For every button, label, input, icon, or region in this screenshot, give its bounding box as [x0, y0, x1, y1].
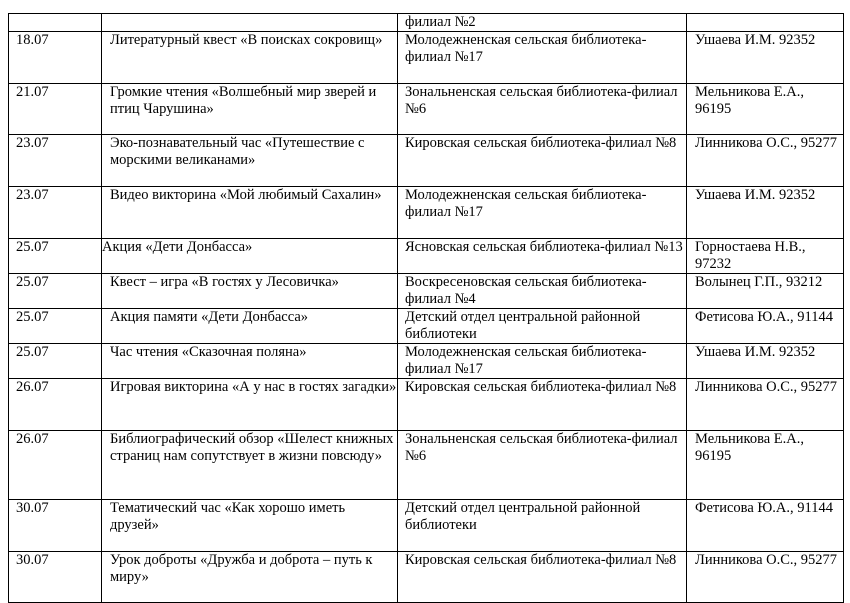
- date-text: 25.07: [16, 344, 49, 360]
- date-text: 25.07: [16, 309, 49, 325]
- responsible-cell: [687, 344, 844, 379]
- date-cell: [9, 500, 102, 552]
- venue-text: Зональненская сельская библиотека-филиал №6: [405, 431, 678, 464]
- venue-text: Воскресеновская сельская библиотека-филиал №4: [405, 274, 647, 307]
- responsible-cell: [687, 379, 844, 431]
- event-title-text: Тематический час «Как хорошо иметь друзей»: [110, 500, 346, 533]
- table-row: [9, 344, 844, 379]
- venue-cell: [398, 309, 687, 344]
- table-row: [9, 274, 844, 309]
- event-title-text: Квест – игра «В гостях у Лесовичка»: [110, 274, 339, 290]
- date-cell: [9, 135, 102, 187]
- date-cell: [9, 84, 102, 135]
- date-text: 21.07: [16, 84, 49, 100]
- table-row: [9, 379, 844, 431]
- events-table: [8, 13, 844, 603]
- event-title-cell: [102, 187, 398, 239]
- venue-text: Молодежненская сельская библиотека-филиал №17: [405, 344, 647, 377]
- venue-cell: [398, 344, 687, 379]
- table-row: [9, 552, 844, 603]
- event-title-cell: [102, 344, 398, 379]
- venue-cell: [398, 239, 687, 274]
- event-title-text: Урок доброты «Дружба и доброта – путь к миру»: [110, 552, 373, 585]
- event-title-cell: [102, 135, 398, 187]
- responsible-text: Ушаева И.М. 92352: [695, 344, 816, 360]
- table-row: [9, 187, 844, 239]
- venue-text: Молодежненская сельская библиотека-филиал №17: [405, 187, 647, 220]
- responsible-text: Фетисова Ю.А., 91144: [695, 309, 833, 325]
- date-cell: [9, 344, 102, 379]
- date-text: 25.07: [16, 274, 49, 290]
- event-title-cell: [102, 309, 398, 344]
- event-title-text: Эко-познавательный час «Путешествие с морскими великанами»: [110, 135, 365, 168]
- event-title-cell: [102, 552, 398, 603]
- event-title-cell: [102, 274, 398, 309]
- date-cell: [9, 431, 102, 500]
- table-row: [9, 84, 844, 135]
- venue-cell: [398, 187, 687, 239]
- responsible-text: Линникова О.С., 95277: [695, 379, 838, 395]
- venue-cell: [398, 135, 687, 187]
- event-title-cell: [102, 431, 398, 500]
- event-title-text: Видео викторина «Мой любимый Сахалин»: [110, 187, 382, 203]
- responsible-text: Ушаева И.М. 92352: [695, 187, 816, 203]
- venue-text: Кировская сельская библиотека-филиал №8: [405, 552, 677, 568]
- responsible-cell: [687, 274, 844, 309]
- event-title-cell: [102, 379, 398, 431]
- venue-text: Детский отдел центральной районной библиотеки: [405, 309, 641, 342]
- date-text: 30.07: [16, 552, 49, 568]
- event-title-cell: [102, 32, 398, 84]
- event-title-text: Акция «Дети Донбасса»: [102, 239, 253, 255]
- table-row: [9, 32, 844, 84]
- event-title-cell: [102, 500, 398, 552]
- date-cell: [9, 14, 102, 32]
- responsible-text: Линникова О.С., 95277: [695, 135, 838, 151]
- venue-text: Ясновская сельская библиотека-филиал №13: [405, 239, 683, 255]
- responsible-text: Фетисова Ю.А., 91144: [695, 500, 833, 516]
- responsible-text: Мельникова Е.А., 96195: [695, 431, 804, 464]
- responsible-cell: [687, 431, 844, 500]
- date-text: 18.07: [16, 32, 49, 48]
- event-title-cell: [102, 14, 398, 32]
- venue-text: Кировская сельская библиотека-филиал №8: [405, 135, 677, 151]
- table-row: [9, 135, 844, 187]
- table-row: [9, 309, 844, 344]
- venue-text: Детский отдел центральной районной библиотеки: [405, 500, 641, 533]
- responsible-text: Волынец Г.П., 93212: [695, 274, 823, 290]
- venue-text: Зональненская сельская библиотека-филиал №6: [405, 84, 678, 117]
- table-row: [9, 14, 844, 32]
- date-cell: [9, 379, 102, 431]
- venue-cell: [398, 431, 687, 500]
- event-title-text: Литературный квест «В поисках сокровищ»: [110, 32, 383, 48]
- responsible-text: Горностаева Н.В., 97232: [695, 239, 806, 272]
- date-text: 23.07: [16, 135, 49, 151]
- table-row: [9, 431, 844, 500]
- venue-text: филиал №2: [405, 14, 476, 30]
- venue-cell: [398, 552, 687, 603]
- event-title-text: Библиографический обзор «Шелест книжных страниц нам сопутствует в жизни повсюду»: [110, 431, 394, 464]
- responsible-cell: [687, 187, 844, 239]
- event-title-cell: [102, 239, 398, 274]
- date-text: 25.07: [16, 239, 49, 255]
- venue-text: Кировская сельская библиотека-филиал №8: [405, 379, 677, 395]
- event-title-text: Игровая викторина «А у нас в гостях загадки»: [110, 379, 397, 395]
- venue-cell: [398, 14, 687, 32]
- date-cell: [9, 552, 102, 603]
- responsible-text: Мельникова Е.А., 96195: [695, 84, 804, 117]
- responsible-text: Ушаева И.М. 92352: [695, 32, 816, 48]
- responsible-cell: [687, 239, 844, 274]
- venue-cell: [398, 84, 687, 135]
- date-text: 30.07: [16, 500, 49, 516]
- table-row: [9, 500, 844, 552]
- responsible-cell: [687, 84, 844, 135]
- date-text: 26.07: [16, 431, 49, 447]
- venue-text: Молодежненская сельская библиотека-филиал №17: [405, 32, 647, 65]
- responsible-cell: [687, 500, 844, 552]
- venue-cell: [398, 32, 687, 84]
- date-text: 23.07: [16, 187, 49, 203]
- date-cell: [9, 32, 102, 84]
- event-title-cell: [102, 84, 398, 135]
- venue-cell: [398, 274, 687, 309]
- date-cell: [9, 309, 102, 344]
- date-cell: [9, 187, 102, 239]
- venue-cell: [398, 379, 687, 431]
- date-cell: [9, 274, 102, 309]
- event-title-text: Акция памяти «Дети Донбасса»: [110, 309, 309, 325]
- responsible-text: Линникова О.С., 95277: [695, 552, 838, 568]
- responsible-cell: [687, 552, 844, 603]
- responsible-cell: [687, 32, 844, 84]
- responsible-cell: [687, 14, 844, 32]
- responsible-cell: [687, 309, 844, 344]
- date-cell: [9, 239, 102, 274]
- event-title-text: Час чтения «Сказочная поляна»: [110, 344, 307, 360]
- date-text: 26.07: [16, 379, 49, 395]
- table-row: [9, 239, 844, 274]
- event-title-text: Громкие чтения «Волшебный мир зверей и птиц Чарушина»: [110, 84, 377, 117]
- responsible-cell: [687, 135, 844, 187]
- venue-cell: [398, 500, 687, 552]
